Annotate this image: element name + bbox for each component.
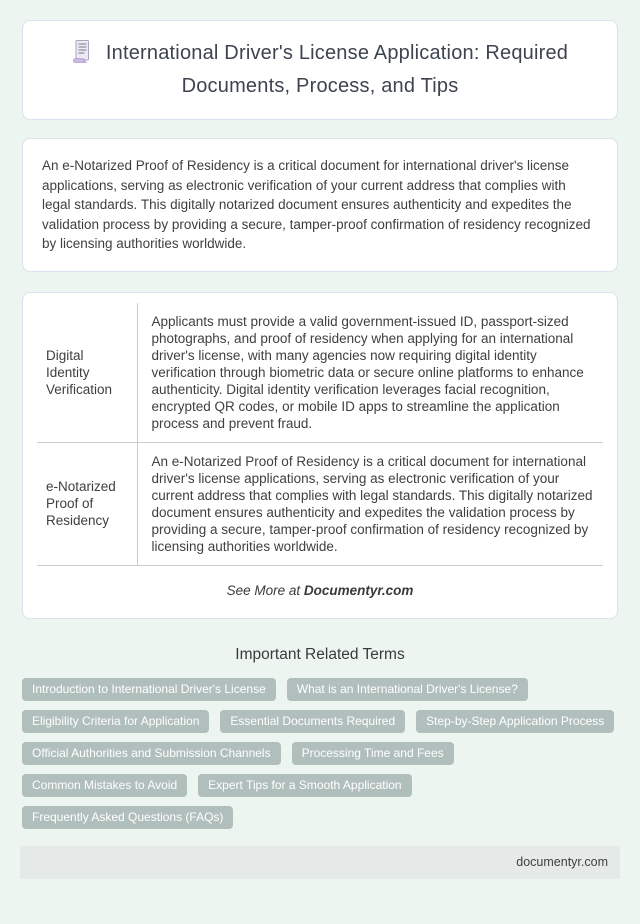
glossary-definition: Applicants must provide a valid government-issued ID, passport-sized photographs, and proof of residency when applying for an international driver's license, with many agencies now requiring digital identity verification through biometric data or secure online platforms to enhance authenticity. Digital identity verification leverages facial recognition, encrypted QR codes, or mobile ID apps to streamline the application process and prevent fraud. (137, 303, 603, 443)
related-term-button-what-is[interactable]: What is an International Driver's License? (287, 678, 528, 701)
intro-paragraph: An e-Notarized Proof of Residency is a critical document for international driver's license applications, serving as electronic verification of your current address that complies with legal standards. This digitally notarized document ensures authenticity and expedites the validation process by providing a secure, tamper-proof confirmation of residency recognized by licensing authorities worldwide. (42, 158, 591, 251)
intro-card (22, 138, 618, 272)
related-terms-heading: Important Related Terms (235, 645, 405, 663)
related-term-button-fees[interactable]: Processing Time and Fees (292, 742, 454, 765)
see-more-line (37, 583, 603, 598)
glossary-card (22, 292, 618, 619)
glossary-definition: An e-Notarized Proof of Residency is a critical document for international driver's license applications, serving as electronic verification of your current address that complies with legal standards. This digitally notarized document ensures authenticity and expedites the validation process by providing a secure, tamper-proof confirmation of residency recognized by licensing authorities worldwide. (137, 442, 603, 565)
glossary-term: e-Notarized Proof of Residency (37, 442, 137, 565)
see-more-brand: Documentyr.com (303, 582, 414, 598)
related-term-button-mistakes[interactable]: Common Mistakes to Avoid (22, 774, 187, 797)
page-title (51, 39, 589, 101)
receipt-icon (72, 39, 92, 72)
related-term-button-tips[interactable]: Expert Tips for a Smooth Application (198, 774, 411, 797)
footer-bar (20, 846, 620, 879)
see-more-prefix: See More at (226, 582, 304, 598)
glossary-term: Digital Identity Verification (37, 303, 137, 443)
table-row (37, 442, 603, 565)
related-term-button-intro[interactable]: Introduction to International Driver's License (22, 678, 276, 701)
table-row (37, 303, 603, 443)
footer-site-name: documentyr.com (516, 855, 608, 869)
related-term-button-authorities[interactable]: Official Authorities and Submission Channels (22, 742, 281, 765)
related-term-button-eligibility[interactable]: Eligibility Criteria for Application (22, 710, 209, 733)
glossary-table (37, 303, 603, 566)
page-title-text: International Driver's License Application: Required Documents, Process, and Tips (105, 42, 569, 97)
related-terms-list (22, 678, 618, 829)
header-card (22, 20, 618, 120)
related-term-button-documents[interactable]: Essential Documents Required (220, 710, 405, 733)
related-term-button-process[interactable]: Step-by-Step Application Process (416, 710, 614, 733)
related-term-button-faqs[interactable]: Frequently Asked Questions (FAQs) (22, 806, 233, 829)
